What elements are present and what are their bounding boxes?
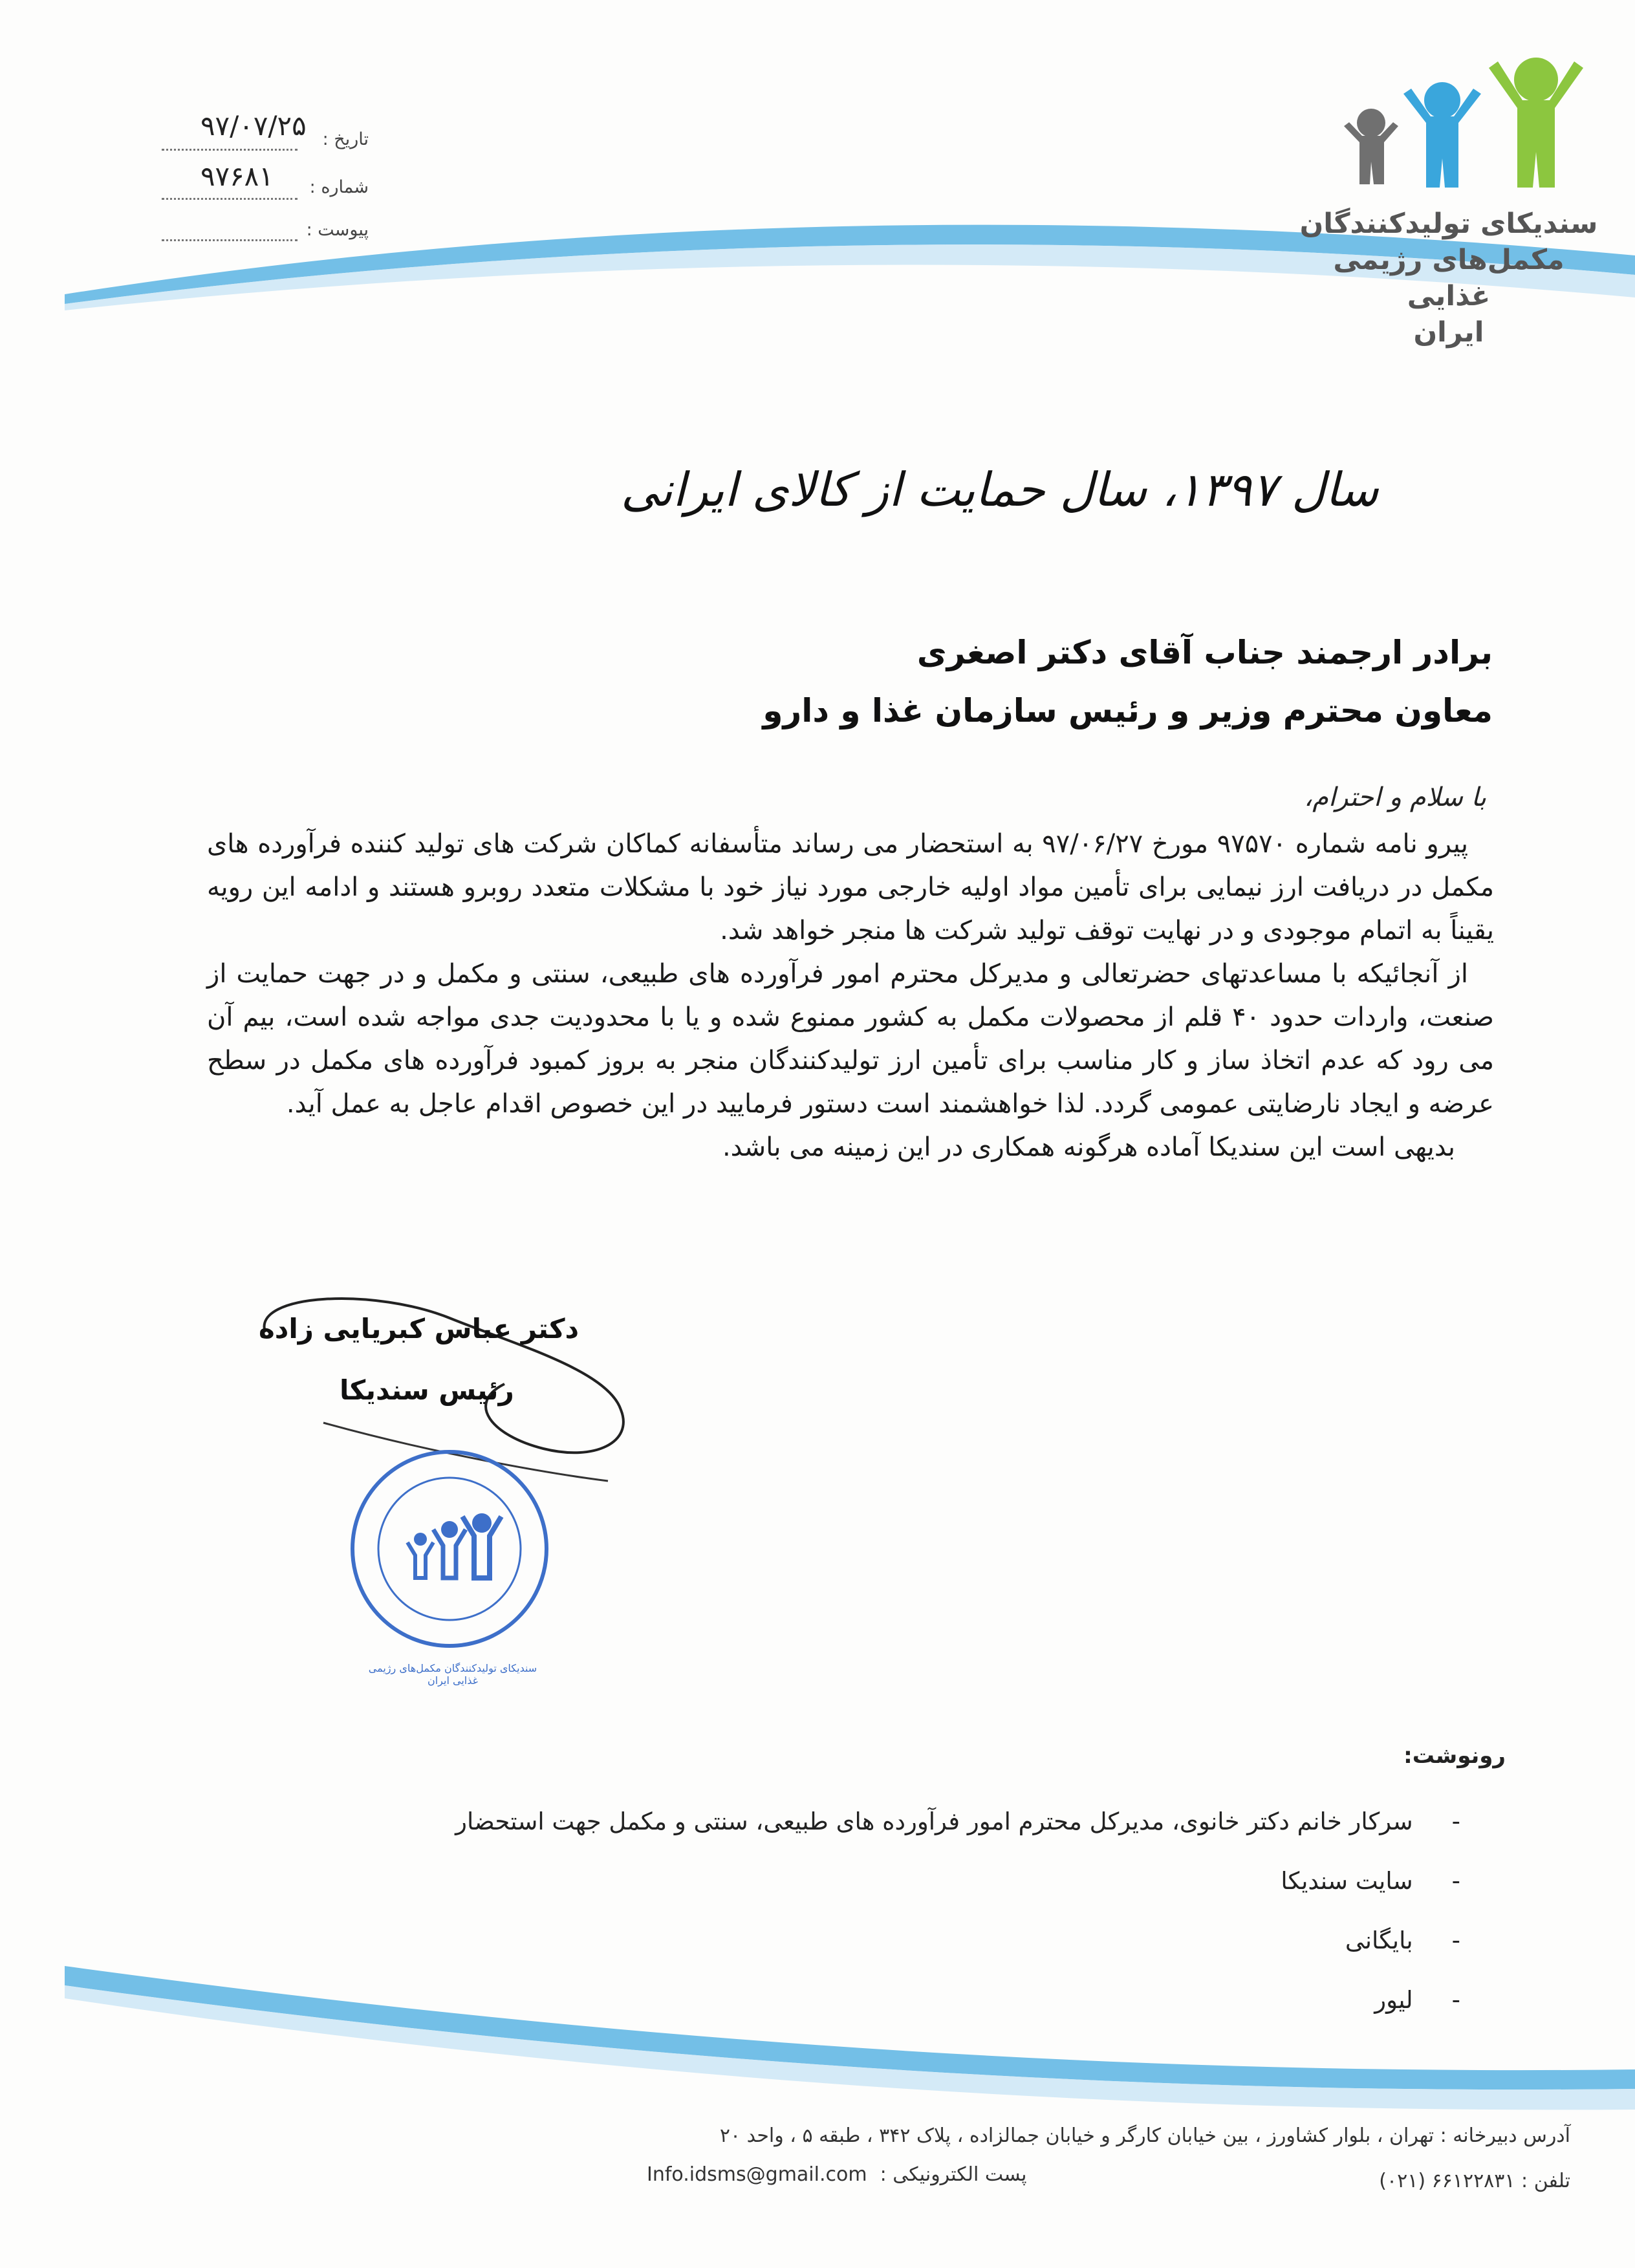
cc-item-3: بایگانی xyxy=(1345,1926,1413,1954)
org-name xyxy=(1294,206,1604,351)
footer-wave xyxy=(0,1940,1635,2121)
syndicate-logo-icon xyxy=(1326,55,1597,191)
cc-bullet: - xyxy=(1451,1807,1460,1835)
cc-title: رونوشت: xyxy=(1403,1743,1506,1769)
body-paragraph-1: پیرو نامه شماره ۹۷۵۷۰ مورخ ۹۷/۰۶/۲۷ به استحضار می رساند متأسفانه کماکان شرکت های تولید کننده فرآورده های مکمل در دریافت ارز نیمایی برای تأمین مواد اولیه خارجی مورد نیاز خود با مشکلات متعدد روبرو هستند و ادامه این رویه یقیناً به اتمام موجودی و در نهایت توقف تولید شرکت ها منجر خواهد شد. xyxy=(207,829,1494,945)
number-line xyxy=(162,198,298,200)
signer-title: رئیس سندیکا xyxy=(340,1374,514,1406)
org-name-line3: ایران xyxy=(1413,316,1484,349)
footer-email-label: پست الکترونیکی : xyxy=(880,2163,1027,2186)
body-paragraph-3: بدیهی است این سندیکا آماده هرگونه همکاری در این زمینه می باشد. xyxy=(722,1132,1455,1162)
footer-phone xyxy=(1379,2170,1570,2192)
greeting: با سلام و احترام، xyxy=(1304,783,1486,812)
letter-body xyxy=(207,823,1494,1169)
footer-phone-text: تلفن : ۶۶۱۲۲۸۳۱ (۰۲۱) xyxy=(1379,2170,1570,2192)
date-label: تاریخ : xyxy=(322,129,369,149)
number-label: شماره : xyxy=(309,177,369,197)
cc-bullet: - xyxy=(1451,1866,1460,1895)
cc-item-4: لیور xyxy=(1374,1985,1413,2014)
attachment-line xyxy=(162,239,298,241)
official-stamp-icon xyxy=(343,1442,556,1656)
addressee-line2: معاون محترم وزیر و رئیس سازمان غذا و دارو xyxy=(763,692,1493,729)
org-name-line2: مکمل‌های رژیمی غذایی xyxy=(1333,244,1565,312)
stamp-text: سندیکای تولیدکنندگان مکمل‌های رژیمی غذایی ایران xyxy=(368,1662,537,1687)
footer-email-row xyxy=(647,2163,1026,2186)
org-name-line1: سندیکای تولیدکنندگان xyxy=(1299,208,1598,240)
cc-item xyxy=(455,1851,1460,1910)
cc-item-2: سایت سندیکا xyxy=(1281,1866,1413,1895)
cc-item-1: سرکار خانم دکتر خانوی، مدیرکل محترم امور فرآورده های طبیعی، سنتی و مکمل جهت استحضار xyxy=(455,1807,1413,1835)
date-value: ۹۷/۰۷/۲۵ xyxy=(200,110,307,142)
attachment-label: پیوست : xyxy=(306,220,369,240)
cc-item xyxy=(455,1791,1460,1851)
footer-address: آدرس دبیرخانه : تهران ، بلوار کشاورز ، بین خیابان کارگر و خیابان جمالزاده ، پلاک ۳۴۲ ، طبقه ۵ ، واحد ۲۰ xyxy=(719,2124,1570,2147)
letter-meta xyxy=(162,110,369,250)
date-line xyxy=(162,149,298,151)
signer-name: دکتر عباس کبریایی زاده xyxy=(259,1313,579,1345)
number-value: ۹۷۶۸۱ xyxy=(200,160,274,192)
body-paragraph-2: از آنجائیکه با مساعدتهای حضرتعالی و مدیرکل محترم امور فرآورده های طبیعی، سنتی و مکمل و در جهت حمایت از صنعت، واردات حدود ۴۰ قلم از محصولات مکمل به کشور ممنوع شده و یا با محدودیت جدی مواجه شده است، بیم آن می رود که عدم اتخاذ ساز و کار مناسب برای تأمین ارز تولیدکنندگان منجر به بروز کمبود فرآورده های مکمل در سطح عرضه و ایجاد نارضایتی عمومی گردد. لذا خواهشمند است دستور فرمایید در این خصوص اقدام عاجل به عمل آید. xyxy=(207,959,1495,1119)
cc-bullet: - xyxy=(1451,1926,1460,1954)
year-slogan: سال ۱۳۹۷، سال حمایت از کالای ایرانی xyxy=(621,462,1379,517)
addressee-line1: برادر ارجمند جناب آقای دکتر اصغری xyxy=(916,634,1493,671)
cc-bullet: - xyxy=(1451,1985,1460,2014)
footer-email-link[interactable]: Info.idsms@gmail.com xyxy=(647,2163,867,2186)
